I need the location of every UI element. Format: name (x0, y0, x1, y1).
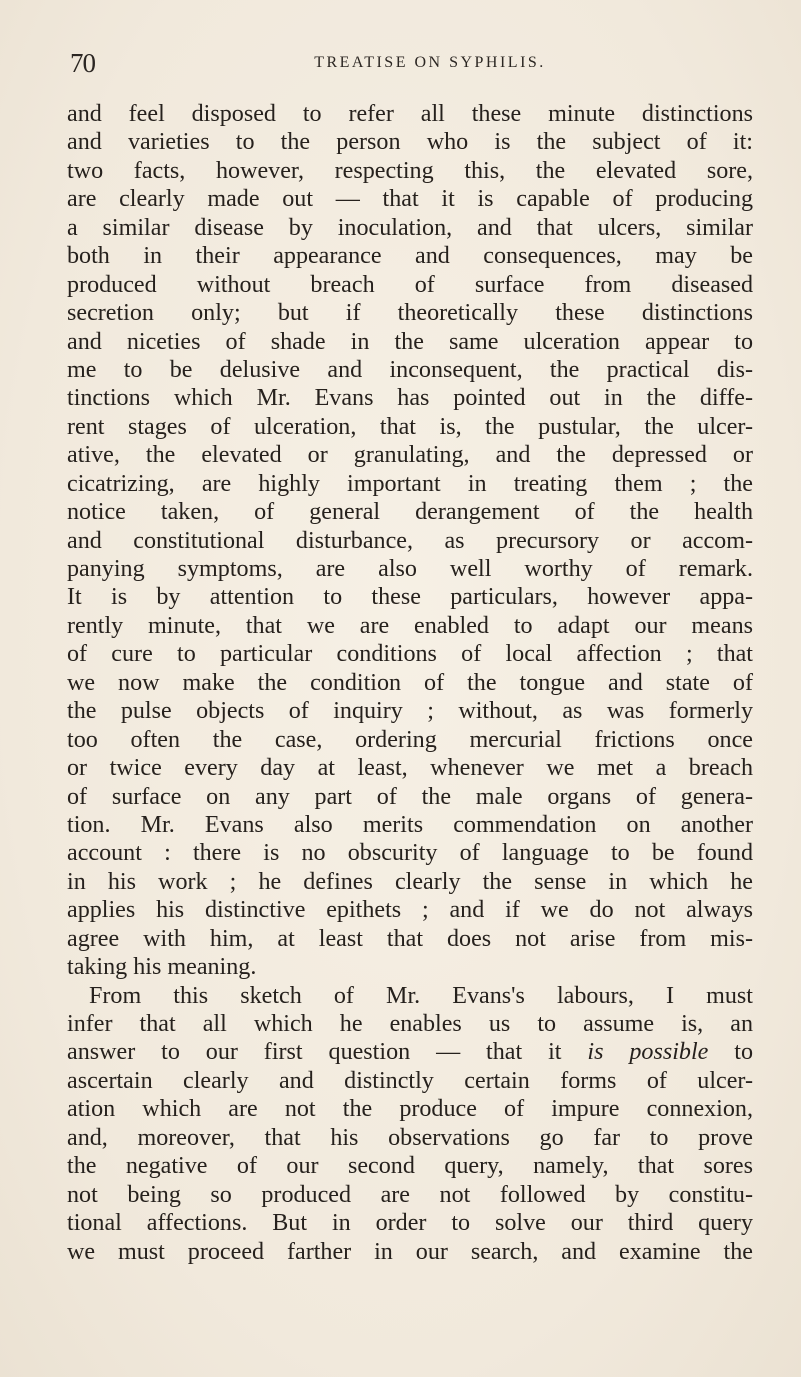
text-line: panying symptoms, are also well worthy of remark. (67, 556, 753, 582)
text-line: the negative of our second query, namely, that sores (67, 1153, 753, 1180)
text-line: and niceties of shade in the same ulceration appear to (67, 328, 753, 355)
text-line: It is by attention to these particulars, however appa- (67, 584, 753, 611)
text-line: and, moreover, that his observations go far to prove (67, 1124, 753, 1151)
text-line: rent stages of ulceration, that is, the pustular, the ulcer- (67, 413, 753, 440)
paragraph-start-line: From this sketch of Mr. Evans's labours, I must (89, 982, 753, 1009)
text-line: ation which are not the produce of impure connexion, (67, 1096, 753, 1123)
text-line: we now make the condition of the tongue and state of (67, 669, 753, 696)
body-text (67, 100, 753, 1266)
text-segment: answer to our first question — that it (67, 1039, 588, 1066)
text-line: of cure to particular conditions of local affection ; that (67, 641, 753, 668)
text-line: notice taken, of general derangement of the health (67, 499, 753, 526)
text-line: tinctions which Mr. Evans has pointed out in the diffe- (67, 385, 753, 412)
text-line: agree with him, at least that does not arise from mis- (67, 925, 753, 952)
text-line: and constitutional disturbance, as precursory or accom- (67, 527, 753, 554)
text-line: we must proceed farther in our search, and examine the (67, 1238, 753, 1265)
text-line: in his work ; he defines clearly the sense in which he (67, 868, 753, 895)
text-line: of surface on any part of the male organs of genera- (67, 783, 753, 810)
text-line: produced without breach of surface from diseased (67, 271, 753, 298)
text-line (67, 1038, 753, 1066)
italic-emphasis: is possible (587, 1039, 709, 1066)
text-line: me to be delusive and inconsequent, the practical dis- (67, 356, 753, 383)
text-line: are clearly made out — that it is capable of producing (67, 186, 753, 213)
running-title: TREATISE ON SYPHILIS. (314, 54, 546, 71)
text-line: two facts, however, respecting this, the elevated sore, (67, 157, 753, 184)
text-line: cicatrizing, are highly important in treating them ; the (67, 470, 753, 497)
text-line: taking his meaning. (67, 954, 257, 981)
text-line: or twice every day at least, whenever we met a breach (67, 755, 753, 782)
text-line: secretion only; but if theoretically these distinctions (67, 300, 753, 327)
text-line: infer that all which he enables us to assume is, an (67, 1011, 753, 1037)
text-line: applies his distinctive epithets ; and if we do not always (67, 897, 753, 924)
text-line: not being so produced are not followed by constitu- (67, 1181, 753, 1208)
page-number: 70 (70, 48, 95, 78)
text-line: too often the case, ordering mercurial frictions once (67, 726, 753, 753)
running-head (70, 48, 760, 78)
text-line: a similar disease by inoculation, and that ulcers, similar (67, 214, 753, 241)
text-line: ascertain clearly and distinctly certain forms of ulcer- (67, 1067, 753, 1094)
text-line: the pulse objects of inquiry ; without, as was formerly (67, 698, 753, 725)
text-line: both in their appearance and consequences, may be (67, 243, 753, 270)
text-segment: to (708, 1039, 753, 1066)
text-line: and varieties to the person who is the subject of it: (67, 129, 753, 156)
text-line: tion. Mr. Evans also merits commendation on another (67, 811, 753, 838)
text-line: ative, the elevated or granulating, and the depressed or (67, 442, 753, 469)
text-line: and feel disposed to refer all these minute distinctions (67, 101, 753, 127)
text-line: tional affections. But in order to solve our third query (67, 1210, 753, 1237)
text-line: rently minute, that we are enabled to adapt our means (67, 612, 753, 639)
text-line: account : there is no obscurity of language to be found (67, 840, 753, 867)
